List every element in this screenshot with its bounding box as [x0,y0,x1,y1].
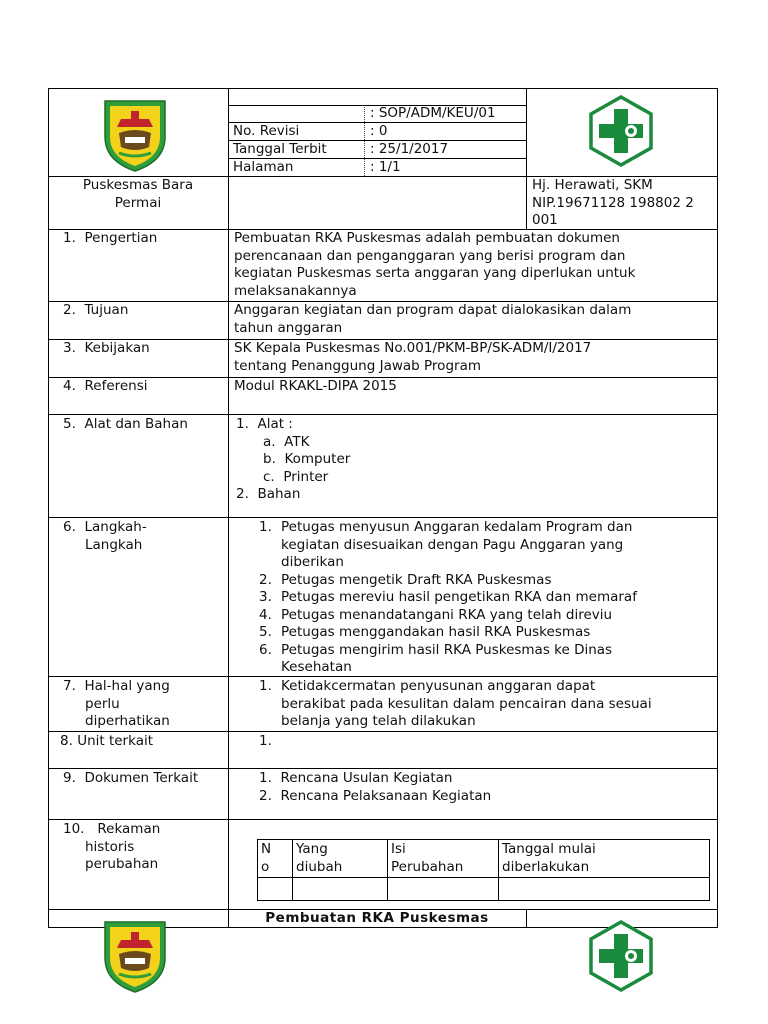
dotted-divider [364,105,365,176]
table-line [48,731,718,732]
list-item: 2. Petugas mengetik Draft RKA Puskesmas [259,571,552,588]
table-top-border [48,88,718,89]
section-label-dokumen: 9. Dokumen Terkait [63,770,199,786]
shield-emblem-icon [101,918,169,994]
section-label-unit: 8. Unit terkait [60,733,154,749]
section-body-alat [236,416,350,504]
table-row [258,878,710,901]
table-cell [258,878,293,901]
shield-emblem-icon [101,97,169,173]
section-body-tujuan: Anggaran kegiatan dan program dapat dialokasikan dalam tahun anggaran [234,302,632,336]
list-item: 6. Petugas mengirim hasil RKA Puskesmas ke Dinas Kesehatan [259,641,613,675]
table-left-border [48,88,49,928]
table-right-border [717,88,718,928]
org-name: Puskesmas Bara Permai [82,177,194,211]
page-value: : 1/1 [370,159,401,175]
list-item: 1. Ketidakcermatan penyusunan anggaran dapat berakibat pada kesulitan dalam pencairan dana sesuai belanja yang telah dilakukan [259,678,652,729]
table-column-divider [526,88,527,230]
table-cell [388,878,499,901]
section-label-alat: 5. Alat dan Bahan [63,416,188,432]
table-header-cell: Isi Perubahan [388,840,499,878]
table-cell [293,878,388,901]
table-header-cell: Tanggal mulai diberlakukan [499,840,710,878]
revision-value: : 0 [370,123,388,139]
section-body-referensi: Modul RKAKL-DIPA 2015 [234,378,397,394]
doc-number-value: : SOP/ADM/KEU/01 [370,105,496,121]
list-item: 1. Alat : [236,416,293,432]
puskesmas-cross-icon [587,95,655,167]
section-body-dokumen [259,770,491,805]
section-label-referensi: 4. Referensi [63,378,148,394]
table-header-cell: N o [258,840,293,878]
region-shield-logo [101,97,169,173]
region-shield-logo-footer [101,918,169,994]
table-line [48,819,718,820]
list-item: a. ATK [263,433,310,450]
signer-name: Hj. Herawati, SKM [532,177,653,193]
section-body-halhal [259,678,652,731]
section-label-langkah: 6. Langkah- Langkah [63,519,147,553]
list-item: 1. Rencana Usulan Kegiatan [259,770,453,786]
revision-label: No. Revisi [233,123,300,139]
table-column-divider [526,909,527,928]
table-cell [499,878,710,901]
section-body-langkah [259,519,637,677]
list-item: c. Printer [263,468,329,485]
table-line [48,517,718,518]
signer-nip: NIP.19671128 198802 2 [532,194,694,211]
list-item: 2. Rencana Pelaksanaan Kegiatan [259,787,492,804]
section-body-unit: 1. [259,733,272,749]
list-item: 3. Petugas mereviu hasil pengetikan RKA dan memaraf [259,589,637,605]
issue-date-value: : 25/1/2017 [370,141,449,157]
list-item: 4. Petugas menandatangani RKA yang telah direviu [259,606,613,623]
issue-date-label: Tanggal Terbit [233,141,327,157]
puskesmas-cross-icon [587,920,655,992]
table-line [48,768,718,769]
signer-nip-cont: 001 [532,212,558,228]
list-item: b. Komputer [263,451,351,467]
puskesmas-logo [587,95,655,167]
table-header-cell: Yang diubah [293,840,388,878]
revision-history-table [257,839,710,901]
section-label-tujuan: 2. Tujuan [63,302,129,318]
footer-title: Pembuatan RKA Puskesmas [265,910,489,926]
table-line [48,414,718,415]
section-body-pengertian: Pembuatan RKA Puskesmas adalah pembuatan dokumen perencanaan dan penganggaran yang berisi program dan kegiatan Puskesmas serta anggaran yang diperlukan untuk melaksanakannya [234,230,636,299]
list-item: 1. Petugas menyusun Anggaran kedalam Program dan kegiatan disesuaikan dengan Pagu Anggaran yang diberikan [259,519,633,570]
section-label-pengertian: 1. Pengertian [63,230,158,246]
list-item: 5. Petugas menggandakan hasil RKA Puskesmas [259,624,591,640]
table-row [258,840,710,878]
section-label-rekaman: 10. Rekaman historis perubahan [63,821,161,872]
signer-block [532,177,694,230]
table-column-divider [228,88,229,928]
section-label-kebijakan: 3. Kebijakan [63,340,150,356]
list-item: 2. Bahan [236,486,301,502]
page-label: Halaman [233,159,294,175]
section-body-kebijakan: SK Kepala Puskesmas No.001/PKM-BP/SK-ADM/I/2017 tentang Penanggung Jawab Program [234,340,592,374]
section-label-halhal: 7. Hal-hal yang perlu diperhatikan [63,678,170,729]
puskesmas-logo-footer [587,920,655,992]
